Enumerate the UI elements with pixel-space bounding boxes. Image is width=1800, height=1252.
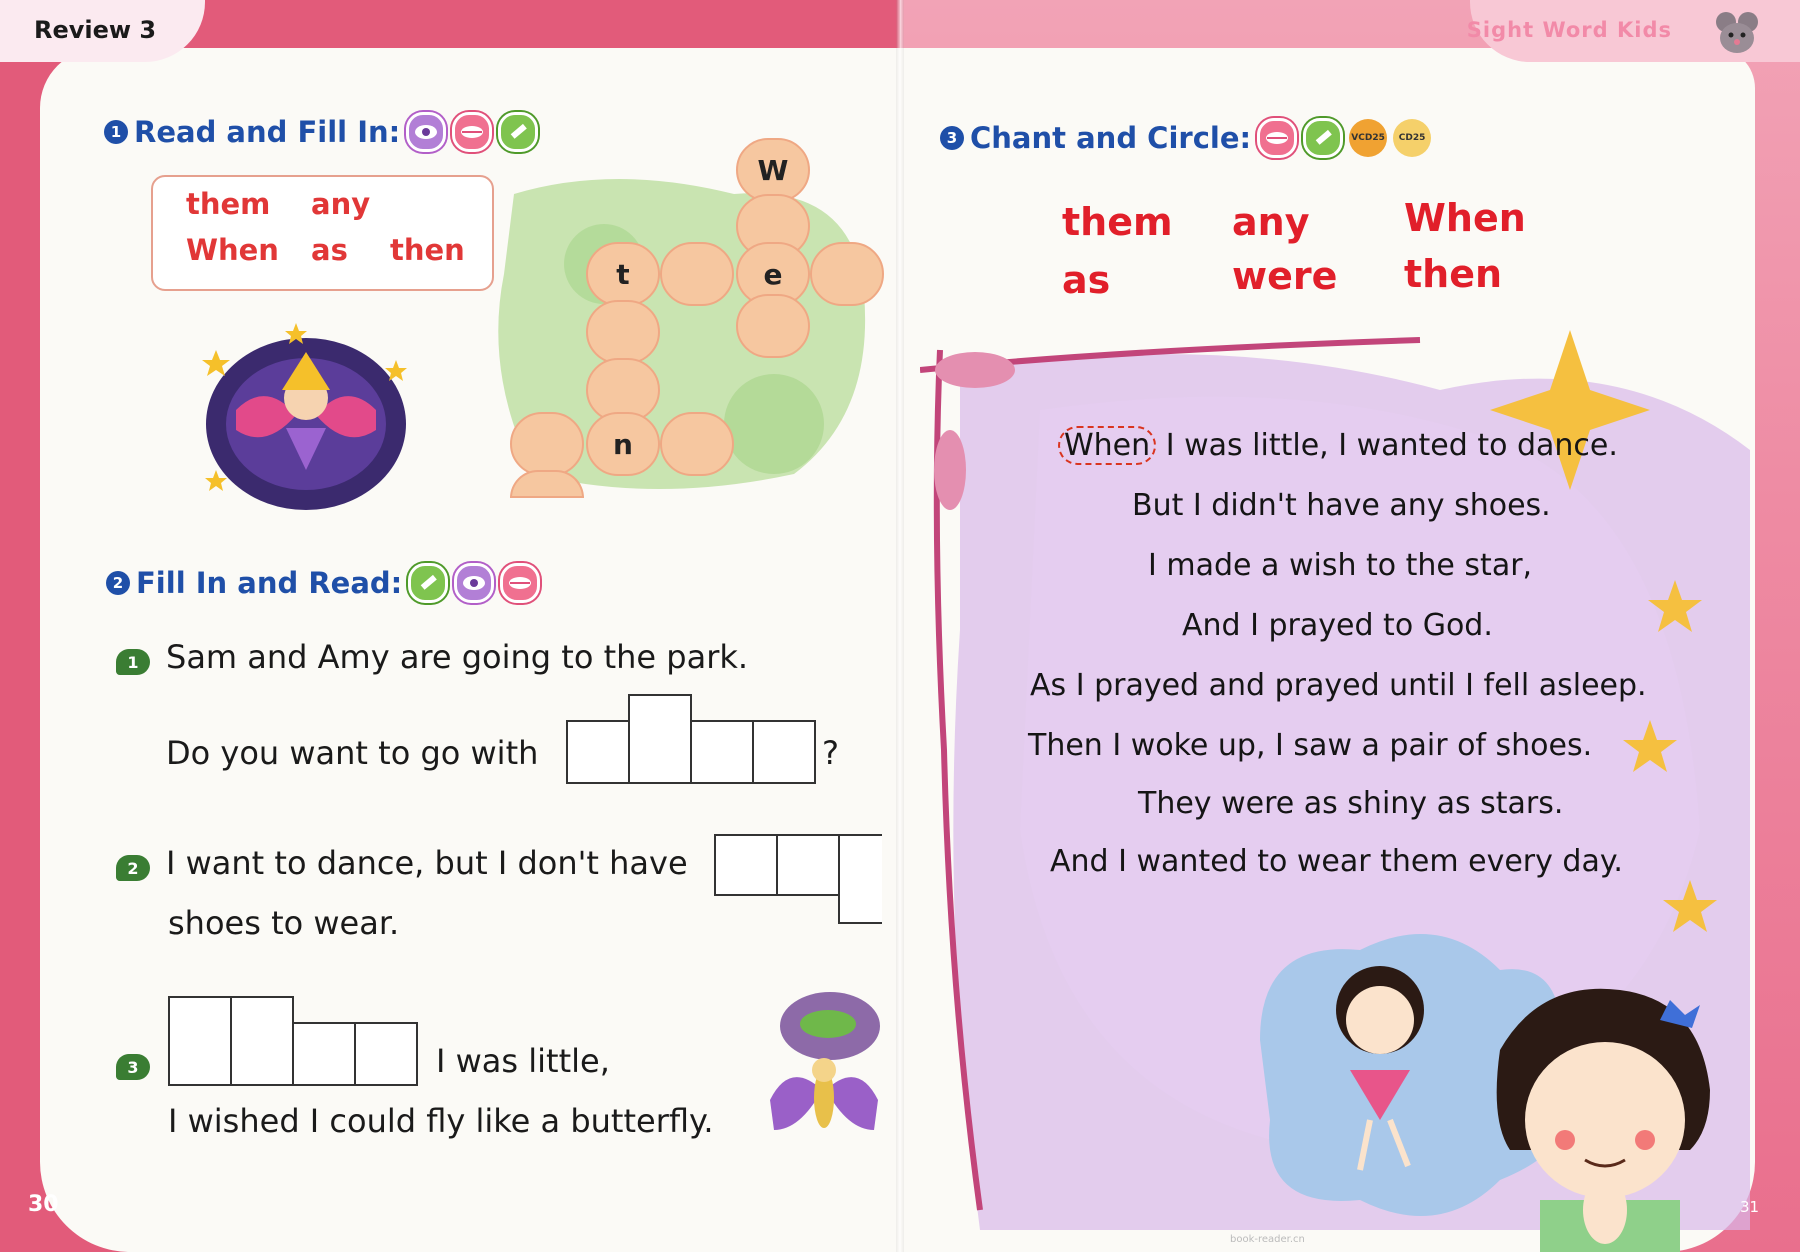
circled-word[interactable]: When — [1058, 426, 1156, 465]
page-gutter — [896, 0, 904, 1252]
section-read-and-fill — [104, 112, 538, 152]
chant-word: were — [1232, 254, 1338, 298]
item-number-badge: 1 — [116, 649, 150, 675]
poem-line: They were as shiny as stars. — [1138, 786, 1564, 821]
answer-box[interactable] — [566, 720, 630, 784]
word-bank-word: as — [311, 233, 348, 267]
item-1-line-1: Sam and Amy are going to the park. — [166, 638, 749, 676]
section-number: 3 — [940, 126, 964, 150]
item-2-line-2: shoes to wear. — [168, 904, 400, 942]
poem-line: And I wanted to wear them every day. — [1050, 844, 1623, 879]
puzzle-cell[interactable] — [510, 412, 584, 476]
lips-icon — [452, 112, 492, 152]
pencil-icon — [1303, 118, 1343, 158]
lips-icon — [1257, 118, 1297, 158]
item-number-badge: 3 — [116, 1054, 150, 1080]
section-title: Chant and Circle: — [970, 121, 1252, 155]
section-chant-and-circle — [940, 118, 1431, 158]
item-2-line-1: I want to dance, but I don't have — [166, 844, 688, 882]
item-1-line-2: Do you want to go with — [166, 734, 539, 772]
answer-box[interactable] — [690, 720, 754, 784]
answer-box[interactable] — [168, 996, 232, 1086]
word-bank-word: then — [390, 233, 465, 267]
chant-word: any — [1232, 200, 1310, 244]
cd-badge: CD25 — [1393, 119, 1431, 157]
page-number: 30 — [28, 1192, 59, 1217]
girls-illustration — [1240, 920, 1740, 1252]
mouse-mascot-icon — [1712, 8, 1762, 56]
puzzle-cell[interactable] — [736, 294, 810, 358]
answer-box[interactable] — [628, 694, 692, 784]
lips-icon — [500, 563, 540, 603]
poem-line: As I prayed and prayed until I fell asleep. — [1030, 668, 1647, 703]
section-title: Fill In and Read: — [136, 566, 403, 600]
puzzle-cell[interactable] — [660, 242, 734, 306]
puzzle-cell[interactable] — [586, 300, 660, 364]
section-title: Read and Fill In: — [134, 115, 401, 149]
poem-line: But I didn't have any shoes. — [1132, 488, 1551, 523]
eye-icon — [406, 112, 446, 152]
answer-box[interactable] — [354, 1022, 418, 1086]
section-number: 1 — [104, 120, 128, 144]
puzzle-cell[interactable] — [660, 412, 734, 476]
section-number: 2 — [106, 571, 130, 595]
page-number: 31 — [1740, 1198, 1760, 1216]
puzzle-cell[interactable] — [810, 242, 884, 306]
chant-word: as — [1062, 258, 1111, 302]
poem-line: Then I woke up, I saw a pair of shoes. — [1028, 728, 1593, 763]
vcd-badge: VCD25 — [1349, 119, 1387, 157]
item-1-question-mark: ? — [822, 734, 839, 772]
answer-box[interactable] — [838, 834, 882, 924]
chant-word: then — [1404, 252, 1503, 296]
answer-box[interactable] — [292, 1022, 356, 1086]
pencil-icon — [408, 563, 448, 603]
poem-line: And I prayed to God. — [1182, 608, 1493, 643]
puzzle-cell[interactable]: n — [586, 412, 660, 476]
chant-word: When — [1404, 196, 1526, 240]
answer-box[interactable] — [776, 834, 840, 896]
butterfly-illustration — [760, 990, 890, 1140]
section-fill-in-and-read — [106, 563, 540, 603]
fairy-illustration — [196, 320, 418, 520]
watermark: book-reader.cn — [1230, 1234, 1305, 1245]
word-bank-word: any — [311, 187, 371, 221]
brand-title: Sight Word Kids — [1466, 18, 1672, 42]
puzzle-cell[interactable]: e — [736, 242, 810, 306]
word-bank-box — [151, 175, 494, 291]
review-title: Review 3 — [34, 16, 157, 44]
poem-line-1-rest: I was little, I wanted to dance. — [1156, 428, 1618, 463]
word-bank-word: them — [186, 187, 271, 221]
poem-line-1 — [1058, 428, 1618, 463]
puzzle-cell[interactable]: t — [586, 242, 660, 306]
answer-box[interactable] — [230, 996, 294, 1086]
puzzle-cell[interactable]: W — [736, 138, 810, 202]
item-3-line-2: I wished I could fly like a butterfly. — [168, 1102, 714, 1140]
item-number-badge: 2 — [116, 855, 150, 881]
pencil-icon — [498, 112, 538, 152]
eye-icon — [454, 563, 494, 603]
answer-box[interactable] — [752, 720, 816, 784]
item-3-line-1: I was little, — [436, 1042, 610, 1080]
poem-line: I made a wish to the star, — [1148, 548, 1533, 583]
word-bank-word: When — [186, 233, 279, 267]
crossword-puzzle — [494, 153, 868, 498]
chant-word: them — [1062, 200, 1173, 244]
answer-box[interactable] — [714, 834, 778, 896]
